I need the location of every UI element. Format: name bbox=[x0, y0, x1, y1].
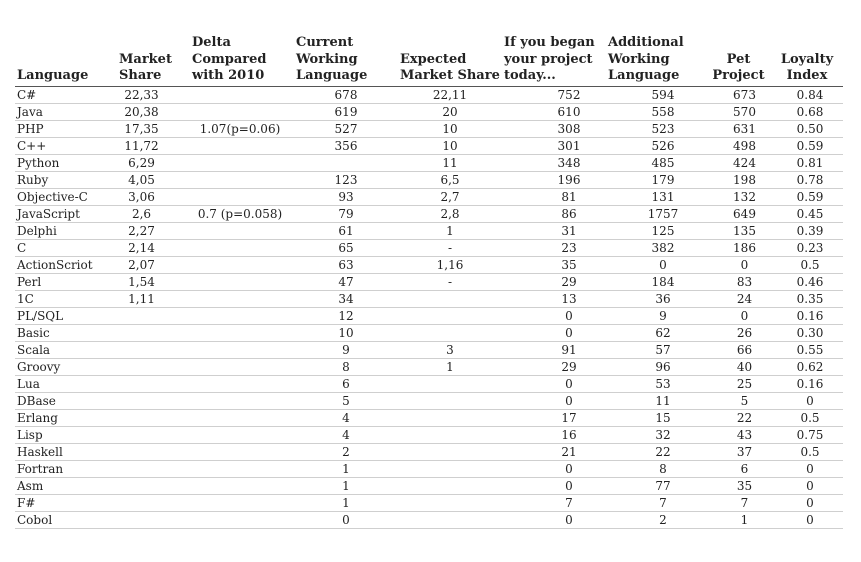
cell-if-you-began: 29 bbox=[502, 273, 606, 290]
header-loyalty-index bbox=[771, 35, 843, 86]
cell-delta bbox=[190, 86, 294, 103]
cell-current-working: 65 bbox=[294, 239, 398, 256]
cell-expected-share: 11 bbox=[398, 154, 502, 171]
cell-current-working: 6 bbox=[294, 375, 398, 392]
cell-pet-project: 26 bbox=[706, 324, 771, 341]
cell-pet-project: 5 bbox=[706, 392, 771, 409]
cell-delta bbox=[190, 443, 294, 460]
cell-language: Basic bbox=[15, 324, 117, 341]
cell-if-you-began: 0 bbox=[502, 392, 606, 409]
cell-market-share: 2,27 bbox=[117, 222, 190, 239]
cell-additional-working: 184 bbox=[606, 273, 706, 290]
cell-expected-share: 6,5 bbox=[398, 171, 502, 188]
cell-expected-share: 2,7 bbox=[398, 188, 502, 205]
cell-loyalty-index: 0.5 bbox=[771, 409, 843, 426]
cell-expected-share bbox=[398, 290, 502, 307]
cell-additional-working: 125 bbox=[606, 222, 706, 239]
cell-pet-project: 83 bbox=[706, 273, 771, 290]
table-row bbox=[15, 409, 843, 426]
cell-pet-project: 7 bbox=[706, 494, 771, 511]
cell-additional-working: 1757 bbox=[606, 205, 706, 222]
cell-language: Groovy bbox=[15, 358, 117, 375]
cell-current-working: 0 bbox=[294, 511, 398, 528]
cell-current-working: 12 bbox=[294, 307, 398, 324]
table-row bbox=[15, 290, 843, 307]
cell-pet-project: 66 bbox=[706, 341, 771, 358]
cell-loyalty-index: 0 bbox=[771, 477, 843, 494]
cell-loyalty-index: 0.46 bbox=[771, 273, 843, 290]
cell-market-share: 2,14 bbox=[117, 239, 190, 256]
cell-additional-working: 558 bbox=[606, 103, 706, 120]
cell-pet-project: 22 bbox=[706, 409, 771, 426]
cell-current-working: 34 bbox=[294, 290, 398, 307]
cell-current-working: 1 bbox=[294, 460, 398, 477]
cell-expected-share: - bbox=[398, 239, 502, 256]
header-line: Language bbox=[608, 68, 680, 83]
cell-delta bbox=[190, 188, 294, 205]
cell-current-working: 61 bbox=[294, 222, 398, 239]
table-row bbox=[15, 324, 843, 341]
cell-market-share bbox=[117, 324, 190, 341]
cell-loyalty-index: 0.62 bbox=[771, 358, 843, 375]
cell-additional-working: 62 bbox=[606, 324, 706, 341]
cell-expected-share bbox=[398, 460, 502, 477]
header-current-working-language bbox=[294, 35, 398, 86]
header-line: Market bbox=[119, 51, 172, 67]
cell-if-you-began: 7 bbox=[502, 494, 606, 511]
cell-pet-project: 673 bbox=[706, 86, 771, 103]
header-line: Current bbox=[296, 35, 354, 50]
cell-if-you-began: 81 bbox=[502, 188, 606, 205]
cell-market-share bbox=[117, 511, 190, 528]
header-additional-working-language bbox=[606, 35, 706, 86]
table-row bbox=[15, 120, 843, 137]
cell-loyalty-index: 0.78 bbox=[771, 171, 843, 188]
cell-pet-project: 43 bbox=[706, 426, 771, 443]
table-row bbox=[15, 460, 843, 477]
cell-delta bbox=[190, 103, 294, 120]
cell-pet-project: 649 bbox=[706, 205, 771, 222]
header-line: Index bbox=[786, 68, 828, 83]
cell-current-working: 4 bbox=[294, 426, 398, 443]
cell-delta: 0.7 (p=0.058) bbox=[190, 205, 294, 222]
cell-expected-share: 22,11 bbox=[398, 86, 502, 103]
cell-language: C++ bbox=[15, 137, 117, 154]
cell-market-share bbox=[117, 477, 190, 494]
table-row bbox=[15, 375, 843, 392]
cell-additional-working: 131 bbox=[606, 188, 706, 205]
header-line: If you began bbox=[504, 35, 595, 50]
cell-expected-share bbox=[398, 392, 502, 409]
cell-expected-share bbox=[398, 409, 502, 426]
cell-additional-working: 9 bbox=[606, 307, 706, 324]
cell-language: Cobol bbox=[15, 511, 117, 528]
cell-current-working: 47 bbox=[294, 273, 398, 290]
cell-loyalty-index: 0.55 bbox=[771, 341, 843, 358]
cell-language: Haskell bbox=[15, 443, 117, 460]
cell-current-working: 93 bbox=[294, 188, 398, 205]
cell-language: PL/SQL bbox=[15, 307, 117, 324]
header-row bbox=[15, 35, 843, 86]
cell-loyalty-index: 0 bbox=[771, 511, 843, 528]
table-row bbox=[15, 171, 843, 188]
cell-additional-working: 32 bbox=[606, 426, 706, 443]
table-row bbox=[15, 443, 843, 460]
cell-pet-project: 0 bbox=[706, 307, 771, 324]
cell-current-working: 4 bbox=[294, 409, 398, 426]
cell-if-you-began: 16 bbox=[502, 426, 606, 443]
cell-additional-working: 382 bbox=[606, 239, 706, 256]
cell-language: PHP bbox=[15, 120, 117, 137]
cell-additional-working: 523 bbox=[606, 120, 706, 137]
cell-current-working: 1 bbox=[294, 494, 398, 511]
cell-market-share bbox=[117, 375, 190, 392]
table-row bbox=[15, 205, 843, 222]
table-row bbox=[15, 256, 843, 273]
cell-loyalty-index: 0.5 bbox=[771, 443, 843, 460]
cell-if-you-began: 17 bbox=[502, 409, 606, 426]
cell-pet-project: 35 bbox=[706, 477, 771, 494]
cell-loyalty-index: 0 bbox=[771, 460, 843, 477]
table-row bbox=[15, 154, 843, 171]
cell-current-working: 9 bbox=[294, 341, 398, 358]
cell-additional-working: 179 bbox=[606, 171, 706, 188]
cell-market-share bbox=[117, 443, 190, 460]
table-row bbox=[15, 494, 843, 511]
header-line: Pet bbox=[726, 51, 751, 67]
cell-loyalty-index: 0.75 bbox=[771, 426, 843, 443]
cell-market-share: 4,05 bbox=[117, 171, 190, 188]
header-language bbox=[15, 35, 117, 86]
cell-loyalty-index: 0.39 bbox=[771, 222, 843, 239]
cell-delta bbox=[190, 426, 294, 443]
cell-pet-project: 498 bbox=[706, 137, 771, 154]
cell-market-share bbox=[117, 426, 190, 443]
cell-expected-share: 1,16 bbox=[398, 256, 502, 273]
cell-loyalty-index: 0.84 bbox=[771, 86, 843, 103]
header-delta bbox=[190, 35, 294, 86]
cell-current-working: 527 bbox=[294, 120, 398, 137]
cell-loyalty-index: 0 bbox=[771, 494, 843, 511]
cell-expected-share bbox=[398, 375, 502, 392]
cell-if-you-began: 23 bbox=[502, 239, 606, 256]
cell-delta bbox=[190, 494, 294, 511]
cell-loyalty-index: 0.16 bbox=[771, 307, 843, 324]
header-line: today... bbox=[504, 68, 556, 83]
cell-market-share bbox=[117, 358, 190, 375]
cell-if-you-began: 0 bbox=[502, 511, 606, 528]
cell-language: JavaScript bbox=[15, 205, 117, 222]
cell-language: ActionScriot bbox=[15, 256, 117, 273]
cell-language: Objective-C bbox=[15, 188, 117, 205]
header-line: your project bbox=[504, 51, 593, 67]
cell-delta bbox=[190, 375, 294, 392]
cell-language: Java bbox=[15, 103, 117, 120]
cell-if-you-began: 610 bbox=[502, 103, 606, 120]
cell-loyalty-index: 0.30 bbox=[771, 324, 843, 341]
cell-market-share bbox=[117, 341, 190, 358]
cell-if-you-began: 31 bbox=[502, 222, 606, 239]
header-line: Expected bbox=[400, 51, 467, 67]
table-row bbox=[15, 477, 843, 494]
cell-current-working: 5 bbox=[294, 392, 398, 409]
cell-market-share: 11,72 bbox=[117, 137, 190, 154]
cell-market-share: 3,06 bbox=[117, 188, 190, 205]
cell-language: Python bbox=[15, 154, 117, 171]
cell-pet-project: 570 bbox=[706, 103, 771, 120]
cell-pet-project: 24 bbox=[706, 290, 771, 307]
table-body bbox=[15, 86, 843, 528]
cell-if-you-began: 348 bbox=[502, 154, 606, 171]
cell-language: 1C bbox=[15, 290, 117, 307]
cell-delta bbox=[190, 324, 294, 341]
cell-loyalty-index: 0.50 bbox=[771, 120, 843, 137]
cell-if-you-began: 0 bbox=[502, 477, 606, 494]
language-stats-table bbox=[15, 35, 843, 529]
cell-expected-share: 10 bbox=[398, 137, 502, 154]
cell-delta bbox=[190, 171, 294, 188]
header-line: Language bbox=[17, 68, 89, 83]
cell-additional-working: 7 bbox=[606, 494, 706, 511]
cell-expected-share: 2,8 bbox=[398, 205, 502, 222]
cell-market-share: 20,38 bbox=[117, 103, 190, 120]
cell-additional-working: 8 bbox=[606, 460, 706, 477]
cell-pet-project: 631 bbox=[706, 120, 771, 137]
cell-additional-working: 53 bbox=[606, 375, 706, 392]
header-line: Delta bbox=[192, 35, 231, 50]
cell-expected-share: 3 bbox=[398, 341, 502, 358]
cell-additional-working: 11 bbox=[606, 392, 706, 409]
table-row bbox=[15, 307, 843, 324]
cell-expected-share bbox=[398, 307, 502, 324]
cell-market-share: 1,54 bbox=[117, 273, 190, 290]
cell-expected-share bbox=[398, 426, 502, 443]
cell-language: F# bbox=[15, 494, 117, 511]
cell-additional-working: 0 bbox=[606, 256, 706, 273]
cell-pet-project: 186 bbox=[706, 239, 771, 256]
cell-expected-share bbox=[398, 324, 502, 341]
cell-pet-project: 424 bbox=[706, 154, 771, 171]
header-pet-project bbox=[706, 35, 771, 86]
cell-market-share: 2,6 bbox=[117, 205, 190, 222]
header-line: with 2010 bbox=[192, 68, 265, 83]
cell-expected-share: 1 bbox=[398, 222, 502, 239]
language-stats-sheet bbox=[15, 35, 843, 529]
table-row bbox=[15, 137, 843, 154]
cell-delta bbox=[190, 154, 294, 171]
cell-pet-project: 25 bbox=[706, 375, 771, 392]
table-row bbox=[15, 103, 843, 120]
cell-language: Asm bbox=[15, 477, 117, 494]
cell-current-working: 619 bbox=[294, 103, 398, 120]
cell-additional-working: 77 bbox=[606, 477, 706, 494]
header-line: Working bbox=[608, 51, 670, 67]
table-row bbox=[15, 188, 843, 205]
cell-delta bbox=[190, 239, 294, 256]
table-row bbox=[15, 511, 843, 528]
table-row bbox=[15, 341, 843, 358]
header-line: Additional bbox=[608, 35, 684, 50]
table-row bbox=[15, 86, 843, 103]
cell-expected-share: 20 bbox=[398, 103, 502, 120]
cell-expected-share bbox=[398, 494, 502, 511]
cell-delta bbox=[190, 137, 294, 154]
header-line: Compared bbox=[192, 51, 267, 67]
table-row bbox=[15, 222, 843, 239]
header-line: Market Share bbox=[400, 68, 500, 83]
cell-delta: 1.07(p=0.06) bbox=[190, 120, 294, 137]
table-row bbox=[15, 426, 843, 443]
cell-additional-working: 57 bbox=[606, 341, 706, 358]
cell-market-share: 2,07 bbox=[117, 256, 190, 273]
header-expected-market-share bbox=[398, 35, 502, 86]
cell-additional-working: 526 bbox=[606, 137, 706, 154]
cell-market-share bbox=[117, 409, 190, 426]
cell-delta bbox=[190, 409, 294, 426]
cell-language: DBase bbox=[15, 392, 117, 409]
cell-if-you-began: 13 bbox=[502, 290, 606, 307]
cell-current-working: 123 bbox=[294, 171, 398, 188]
cell-delta bbox=[190, 341, 294, 358]
cell-if-you-began: 29 bbox=[502, 358, 606, 375]
cell-delta bbox=[190, 477, 294, 494]
header-line: Share bbox=[119, 68, 162, 83]
cell-expected-share bbox=[398, 511, 502, 528]
header-if-you-began bbox=[502, 35, 606, 86]
cell-market-share bbox=[117, 460, 190, 477]
cell-delta bbox=[190, 392, 294, 409]
cell-expected-share bbox=[398, 477, 502, 494]
cell-language: Lisp bbox=[15, 426, 117, 443]
cell-if-you-began: 21 bbox=[502, 443, 606, 460]
cell-pet-project: 1 bbox=[706, 511, 771, 528]
cell-loyalty-index: 0.16 bbox=[771, 375, 843, 392]
cell-if-you-began: 0 bbox=[502, 375, 606, 392]
cell-pet-project: 135 bbox=[706, 222, 771, 239]
cell-additional-working: 96 bbox=[606, 358, 706, 375]
cell-delta bbox=[190, 307, 294, 324]
cell-additional-working: 36 bbox=[606, 290, 706, 307]
cell-language: Perl bbox=[15, 273, 117, 290]
cell-pet-project: 198 bbox=[706, 171, 771, 188]
header-line: Project bbox=[712, 68, 765, 83]
cell-current-working: 8 bbox=[294, 358, 398, 375]
header-line: Working bbox=[296, 51, 358, 67]
cell-current-working: 2 bbox=[294, 443, 398, 460]
header-line: Language bbox=[296, 68, 368, 83]
cell-market-share bbox=[117, 494, 190, 511]
cell-market-share: 6,29 bbox=[117, 154, 190, 171]
cell-loyalty-index: 0 bbox=[771, 392, 843, 409]
cell-additional-working: 15 bbox=[606, 409, 706, 426]
cell-if-you-began: 86 bbox=[502, 205, 606, 222]
cell-if-you-began: 0 bbox=[502, 460, 606, 477]
cell-current-working: 10 bbox=[294, 324, 398, 341]
cell-if-you-began: 0 bbox=[502, 307, 606, 324]
cell-loyalty-index: 0.45 bbox=[771, 205, 843, 222]
cell-delta bbox=[190, 358, 294, 375]
cell-market-share: 1,11 bbox=[117, 290, 190, 307]
cell-expected-share: 10 bbox=[398, 120, 502, 137]
cell-current-working: 1 bbox=[294, 477, 398, 494]
cell-expected-share: - bbox=[398, 273, 502, 290]
header-market-share bbox=[117, 35, 190, 86]
cell-language: Lua bbox=[15, 375, 117, 392]
cell-additional-working: 2 bbox=[606, 511, 706, 528]
cell-market-share: 22,33 bbox=[117, 86, 190, 103]
cell-loyalty-index: 0.59 bbox=[771, 188, 843, 205]
cell-loyalty-index: 0.68 bbox=[771, 103, 843, 120]
cell-delta bbox=[190, 256, 294, 273]
table-row bbox=[15, 392, 843, 409]
cell-language: C bbox=[15, 239, 117, 256]
cell-pet-project: 37 bbox=[706, 443, 771, 460]
cell-pet-project: 0 bbox=[706, 256, 771, 273]
cell-delta bbox=[190, 273, 294, 290]
cell-current-working: 63 bbox=[294, 256, 398, 273]
cell-language: Fortran bbox=[15, 460, 117, 477]
cell-delta bbox=[190, 290, 294, 307]
cell-if-you-began: 35 bbox=[502, 256, 606, 273]
cell-delta bbox=[190, 222, 294, 239]
cell-pet-project: 40 bbox=[706, 358, 771, 375]
cell-expected-share: 1 bbox=[398, 358, 502, 375]
cell-if-you-began: 752 bbox=[502, 86, 606, 103]
cell-loyalty-index: 0.59 bbox=[771, 137, 843, 154]
table-row bbox=[15, 273, 843, 290]
header-line: Loyalty bbox=[780, 51, 834, 67]
cell-market-share bbox=[117, 307, 190, 324]
cell-language: Delphi bbox=[15, 222, 117, 239]
cell-language: Scala bbox=[15, 341, 117, 358]
cell-expected-share bbox=[398, 443, 502, 460]
cell-if-you-began: 91 bbox=[502, 341, 606, 358]
table-row bbox=[15, 358, 843, 375]
cell-loyalty-index: 0.23 bbox=[771, 239, 843, 256]
cell-current-working: 678 bbox=[294, 86, 398, 103]
cell-current-working: 356 bbox=[294, 137, 398, 154]
cell-loyalty-index: 0.35 bbox=[771, 290, 843, 307]
cell-delta bbox=[190, 460, 294, 477]
cell-current-working bbox=[294, 154, 398, 171]
cell-loyalty-index: 0.81 bbox=[771, 154, 843, 171]
cell-market-share bbox=[117, 392, 190, 409]
cell-language: Ruby bbox=[15, 171, 117, 188]
cell-if-you-began: 0 bbox=[502, 324, 606, 341]
cell-additional-working: 485 bbox=[606, 154, 706, 171]
cell-pet-project: 6 bbox=[706, 460, 771, 477]
cell-language: Erlang bbox=[15, 409, 117, 426]
cell-if-you-began: 196 bbox=[502, 171, 606, 188]
cell-pet-project: 132 bbox=[706, 188, 771, 205]
table-row bbox=[15, 239, 843, 256]
cell-if-you-began: 308 bbox=[502, 120, 606, 137]
cell-market-share: 17,35 bbox=[117, 120, 190, 137]
cell-additional-working: 22 bbox=[606, 443, 706, 460]
cell-delta bbox=[190, 511, 294, 528]
cell-language: C# bbox=[15, 86, 117, 103]
cell-current-working: 79 bbox=[294, 205, 398, 222]
cell-additional-working: 594 bbox=[606, 86, 706, 103]
cell-if-you-began: 301 bbox=[502, 137, 606, 154]
cell-loyalty-index: 0.5 bbox=[771, 256, 843, 273]
